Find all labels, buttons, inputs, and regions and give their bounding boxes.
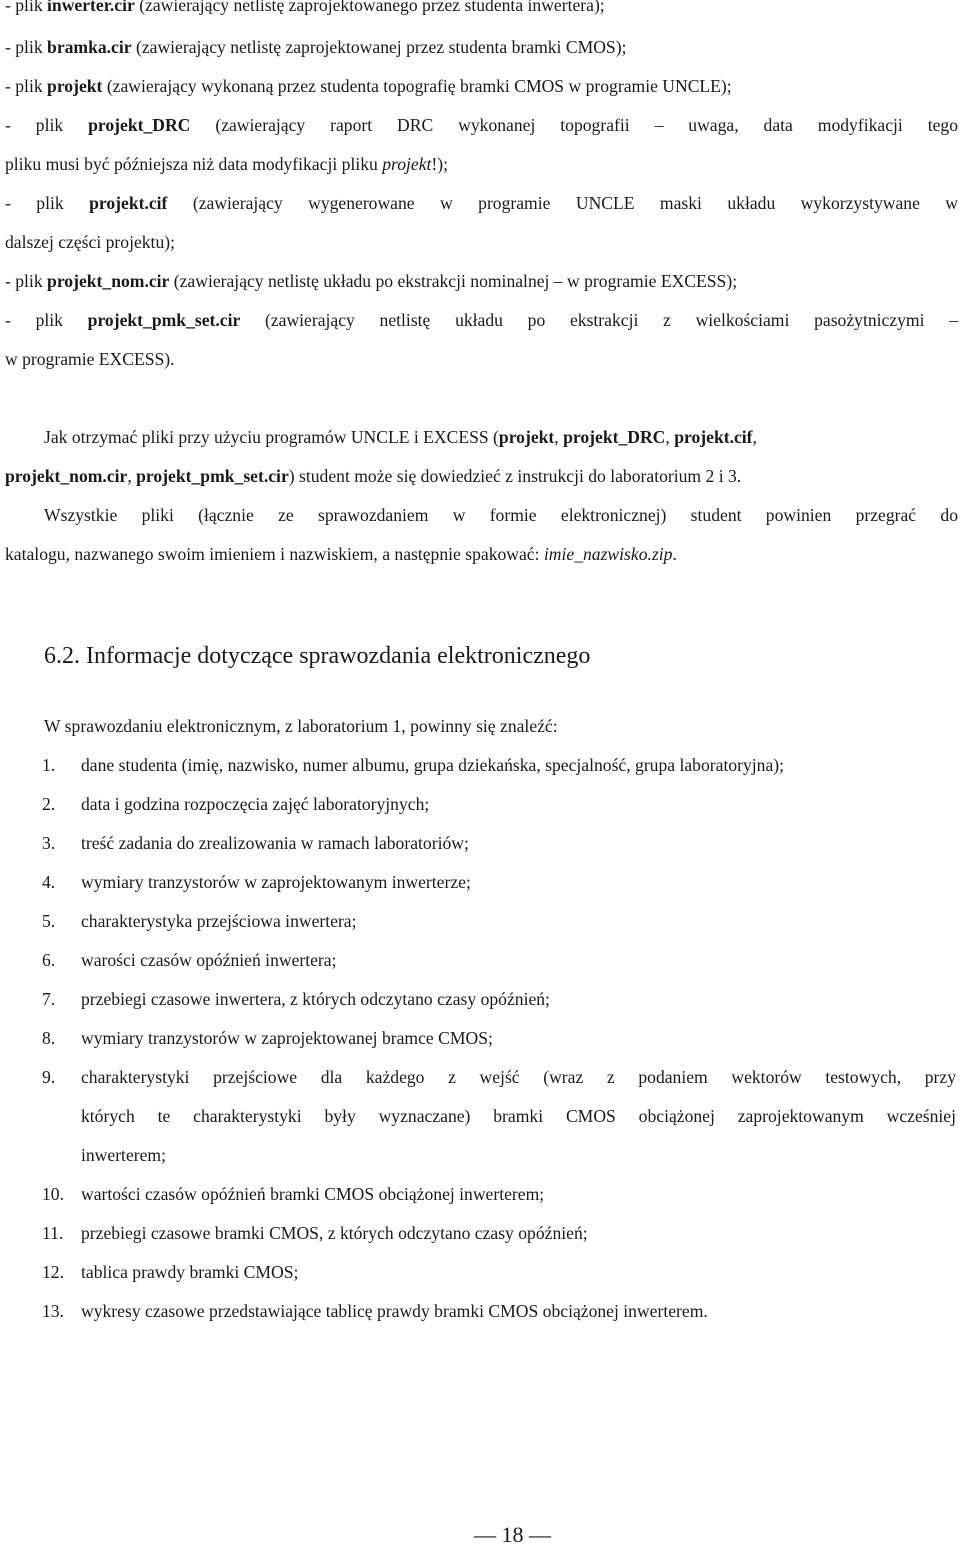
dash: - plik: [5, 0, 48, 15]
file-desc: (zawierający netlistę zaprojektowanego przez studenta inwertera);: [134, 0, 605, 15]
list-item: [81, 1066, 956, 1088]
dash: - plik: [5, 76, 48, 96]
list-item: charakterystyka przejściowa inwertera;: [81, 911, 357, 931]
dash: - plik: [5, 193, 90, 213]
list-number: 3.: [42, 833, 56, 853]
list-item: data i godzina rozpoczęcia zajęć laboratoryjnych;: [81, 794, 430, 814]
separator: ,: [127, 466, 137, 486]
file-item-projekt-drc: [5, 114, 958, 136]
file-item-inwerter: [5, 0, 958, 16]
para-text: katalogu, nazwanego swoim imieniem i nazwiskiem, a następnie spakować:: [5, 544, 544, 564]
list-item-text: których te charakterystyki były wyznaczane) bramki CMOS obciążonej zaprojektowanym wcześniej: [81, 1106, 956, 1126]
file-item-projekt: [5, 75, 958, 97]
file-name: projekt: [498, 427, 555, 447]
file-item-bramka: [5, 36, 958, 58]
list-number: 6.: [42, 950, 56, 970]
para-text: Jak otrzymać pliki przy użyciu programów UNCLE i EXCESS (: [44, 427, 499, 447]
file-name: projekt: [47, 76, 103, 96]
file-name: projekt_pmk_set.cir: [87, 310, 241, 330]
list-item-text: charakterystyki przejściowe dla każdego z wejść (wraz z podaniem wektorów testowych, przy: [81, 1067, 956, 1087]
section-title: Informacje dotyczące sprawozdania elektronicznego: [80, 643, 591, 669]
file-name: inwerter.cir: [47, 0, 135, 15]
file-desc-end: !);: [431, 154, 448, 174]
file-item-projekt-cif: [5, 192, 958, 214]
file-name: bramka.cir: [47, 37, 132, 57]
list-item-cont: [81, 1105, 956, 1127]
paragraph-all-files: [44, 504, 958, 526]
list-number: 8.: [42, 1028, 56, 1048]
file-name: projekt.cif: [674, 427, 753, 447]
archive-name: imie_nazwisko.zip: [543, 544, 673, 564]
list-item: przebiegi czasowe inwertera, z których odczytano czasy opóźnień;: [81, 989, 550, 1009]
file-desc: (zawierający wykonaną przez studenta topografię bramki CMOS w programie UNCLE);: [102, 76, 732, 96]
dash: - plik: [5, 115, 89, 135]
file-desc-cont: pliku musi być późniejsza niż data modyfikacji pliku: [5, 154, 383, 174]
list-number: 5.: [42, 911, 56, 931]
file-desc: (zawierający wygenerowane w programie UNCLE maski układu wykorzystywane w: [167, 193, 959, 213]
section-number: 6.2.: [44, 643, 80, 669]
list-item: wartości czasów opóźnień bramki CMOS obciążonej inwerterem;: [81, 1184, 545, 1204]
file-item-projekt-pmk-set: [5, 309, 958, 331]
separator: ,: [752, 427, 757, 447]
list-number: 1.: [42, 755, 56, 775]
paragraph-all-files-cont: [5, 543, 958, 565]
paragraph-how-to-get-files-cont: [5, 465, 958, 487]
file-desc: (zawierający netlistę zaprojektowanej przez studenta bramki CMOS);: [131, 37, 627, 57]
intro-text: W sprawozdaniu elektronicznym, z laboratorium 1, powinny się znaleźć:: [44, 716, 558, 736]
list-item-cont: inwerterem;: [81, 1145, 166, 1165]
file-desc: (zawierający netlistę układu po ekstrakcji z wielkościami pasożytniczymi –: [240, 310, 959, 330]
list-item: wymiary tranzystorów w zaprojektowanej bramce CMOS;: [81, 1028, 493, 1048]
para-text: .: [672, 544, 677, 564]
dash: - plik: [5, 37, 48, 57]
list-number: 7.: [42, 989, 56, 1009]
file-name: projekt.cif: [89, 193, 168, 213]
list-intro: [44, 715, 958, 737]
file-desc: (zawierający raport DRC wykonanej topografii – uwaga, data modyfikacji tego: [190, 115, 958, 135]
file-name: projekt_nom.cir: [47, 271, 170, 291]
file-name: projekt_nom.cir: [5, 466, 128, 486]
dash: - plik: [5, 310, 88, 330]
list-item: wykresy czasowe przedstawiające tablicę prawdy bramki CMOS obciążonej inwerterem.: [81, 1301, 708, 1321]
file-ref: projekt: [382, 154, 432, 174]
separator: ,: [665, 427, 675, 447]
file-desc: (zawierający netlistę układu po ekstrakcji nominalnej – w programie EXCESS);: [169, 271, 738, 291]
list-item: dane studenta (imię, nazwisko, numer albumu, grupa dziekańska, specjalność, grupa laboratoryjna);: [81, 755, 785, 775]
list-item: warości czasów opóźnień inwertera;: [81, 950, 337, 970]
para-text: Wszystkie pliki (łącznie ze sprawozdaniem w formie elektronicznej) student powinien przegrać do: [44, 505, 958, 525]
list-number: 11.: [42, 1223, 64, 1243]
list-item: tablica prawdy bramki CMOS;: [81, 1262, 299, 1282]
para-text: ) student może się dowiedzieć z instrukcji do laboratorium 2 i 3.: [288, 466, 742, 486]
paragraph-how-to-get-files: [44, 426, 958, 448]
list-item: treść zadania do zrealizowania w ramach laboratoriów;: [81, 833, 469, 853]
file-item-projekt-nom: [5, 270, 958, 292]
list-number: 2.: [42, 794, 56, 814]
file-desc-cont: w programie EXCESS).: [5, 349, 175, 369]
list-item: wymiary tranzystorów w zaprojektowanym inwerterze;: [81, 872, 471, 892]
file-item-projekt-pmk-set-cont: [5, 348, 958, 370]
list-number: 4.: [42, 872, 56, 892]
page-number: — 18 —: [474, 1522, 551, 1547]
list-number: 9.: [42, 1067, 56, 1087]
file-name: projekt_pmk_set.cir: [136, 466, 289, 486]
list-item: przebiegi czasowe bramki CMOS, z których odczytano czasy opóźnień;: [81, 1223, 588, 1243]
list-number: 10.: [42, 1184, 64, 1204]
list-number: 12.: [42, 1262, 64, 1282]
section-heading: [44, 642, 590, 670]
file-item-projekt-cif-cont: [5, 231, 958, 253]
file-name: projekt_DRC: [563, 427, 666, 447]
separator: ,: [554, 427, 564, 447]
dash: - plik: [5, 271, 48, 291]
file-item-projekt-drc-cont: [5, 153, 958, 175]
file-desc-cont: dalszej części projektu);: [5, 232, 175, 252]
file-name: projekt_DRC: [88, 115, 191, 135]
list-number: 13.: [42, 1301, 64, 1321]
